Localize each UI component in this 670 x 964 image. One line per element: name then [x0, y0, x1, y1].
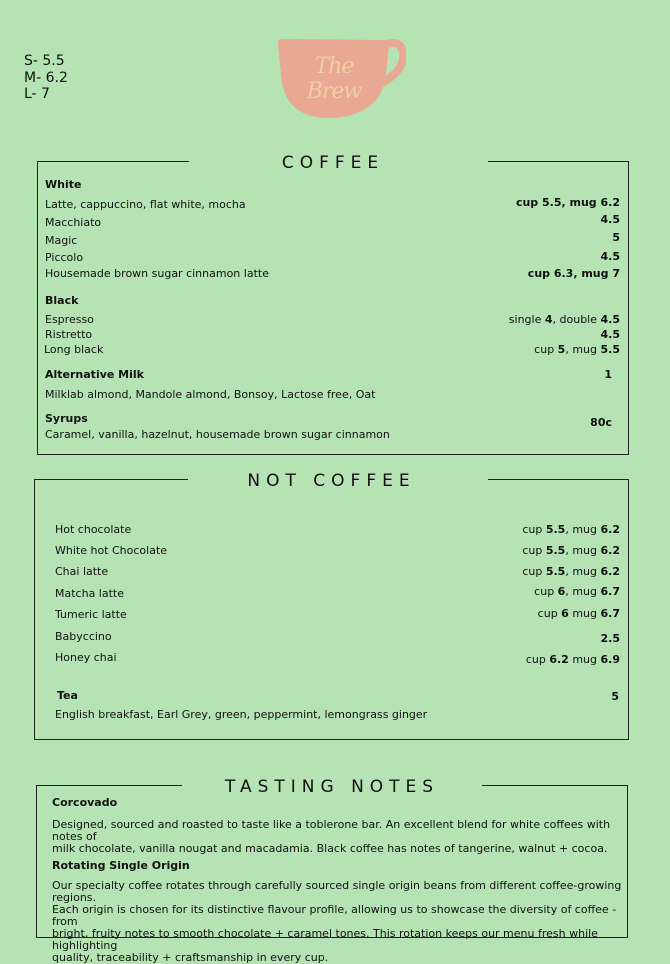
white-heading: White	[45, 178, 82, 191]
rotating-origin-desc: Our specialty coffee rotates through carefully sourced single origin beans from different coffee-growing regions. Each origin is chosen for its distinctive flavour profile, allowing us to showcase the diversity of coffee - from bright, fruity notes to smooth chocolate + caramel tones. This rotation keeps our menu fresh while highlighting quality, traceability + craftsmanship in every cup.	[52, 879, 622, 964]
menu-item-name: Long black	[44, 343, 104, 356]
menu-item-price: 4.5	[600, 250, 620, 263]
menu-item-price: cup 5.5, mug 6.2	[522, 544, 620, 557]
tea-price: 5	[611, 690, 619, 703]
tasting-notes-section	[36, 777, 628, 964]
corcovado-heading: Corcovado	[52, 796, 118, 809]
menu-item-name: Espresso	[45, 313, 94, 326]
alt-milk-price: 1	[604, 368, 612, 381]
menu-item-name: Latte, cappuccino, flat white, mocha	[45, 198, 246, 211]
tea-heading: Tea	[57, 689, 78, 702]
menu-item-name: Hot chocolate	[55, 523, 132, 536]
not-coffee-section	[34, 471, 629, 740]
size-medium: M- 6.2	[24, 69, 68, 86]
logo-text: The Brew	[306, 54, 362, 104]
menu-item-price: cup 5.5, mug 6.2	[515, 196, 620, 209]
coffee-section	[37, 153, 629, 455]
menu-item-name: Matcha latte	[55, 587, 124, 600]
syrups-desc: Caramel, vanilla, hazelnut, housemade brown sugar cinnamon	[45, 428, 390, 441]
menu-item-price: 4.5	[600, 328, 620, 341]
menu-item-name: Ristretto	[45, 328, 93, 341]
tea-desc: English breakfast, Earl Grey, green, peppermint, lemongrass ginger	[55, 708, 428, 721]
menu-item-name: Housemade brown sugar cinnamon latte	[45, 267, 269, 280]
menu-item-name: White hot Chocolate	[55, 544, 168, 557]
menu-item-price: cup 6, mug 6.7	[534, 585, 620, 598]
menu-item-name: Honey chai	[55, 651, 117, 664]
corcovado-desc: Designed, sourced and roasted to taste like a toblerone bar. An excellent blend for white coffees with notes of milk chocolate, vanilla nougat and macadamia. Black coffee has notes of tangerine, walnut + cocoa.	[52, 818, 611, 855]
menu-item-name: Magic	[45, 234, 78, 247]
syrups-price: 80c	[590, 416, 612, 429]
size-prices	[24, 53, 68, 103]
menu-item-price: cup 5.5, mug 6.2	[522, 523, 620, 536]
menu-item-price: cup 6 mug 6.7	[537, 607, 620, 620]
menu-item-price: 5	[612, 231, 620, 244]
syrups-heading: Syrups	[45, 412, 88, 425]
menu-item-price: cup 5.5, mug 6.2	[522, 565, 620, 578]
menu-item-name: Tumeric latte	[55, 608, 127, 621]
menu-item-price: cup 6.2 mug 6.9	[525, 653, 620, 666]
coffee-cup-logo	[272, 36, 406, 122]
menu-item-name: Chai latte	[55, 565, 109, 578]
menu-item-price: 4.5	[600, 213, 620, 226]
rotating-origin-heading: Rotating Single Origin	[52, 859, 190, 872]
alt-milk-heading: Alternative Milk	[45, 368, 144, 381]
menu-item-name: Piccolo	[45, 251, 84, 264]
menu-item-price: 2.5	[600, 632, 620, 645]
menu-item-name: Babyccino	[55, 630, 112, 643]
menu-item-name: Macchiato	[45, 216, 102, 229]
tasting-notes-title: TASTING NOTES	[224, 777, 440, 797]
size-small: S- 5.5	[24, 53, 65, 69]
black-heading: Black	[45, 294, 79, 307]
size-large: L- 7	[24, 86, 50, 102]
alt-milk-desc: Milklab almond, Mandole almond, Bonsoy, Lactose free, Oat	[45, 388, 376, 401]
menu-item-price: cup 5, mug 5.5	[534, 343, 620, 356]
menu-item-price: single 4, double 4.5	[508, 313, 620, 326]
menu-item-price: cup 6.3, mug 7	[527, 267, 620, 280]
coffee-title: COFFEE	[281, 153, 385, 173]
not-coffee-title: NOT COFFEE	[247, 471, 416, 491]
